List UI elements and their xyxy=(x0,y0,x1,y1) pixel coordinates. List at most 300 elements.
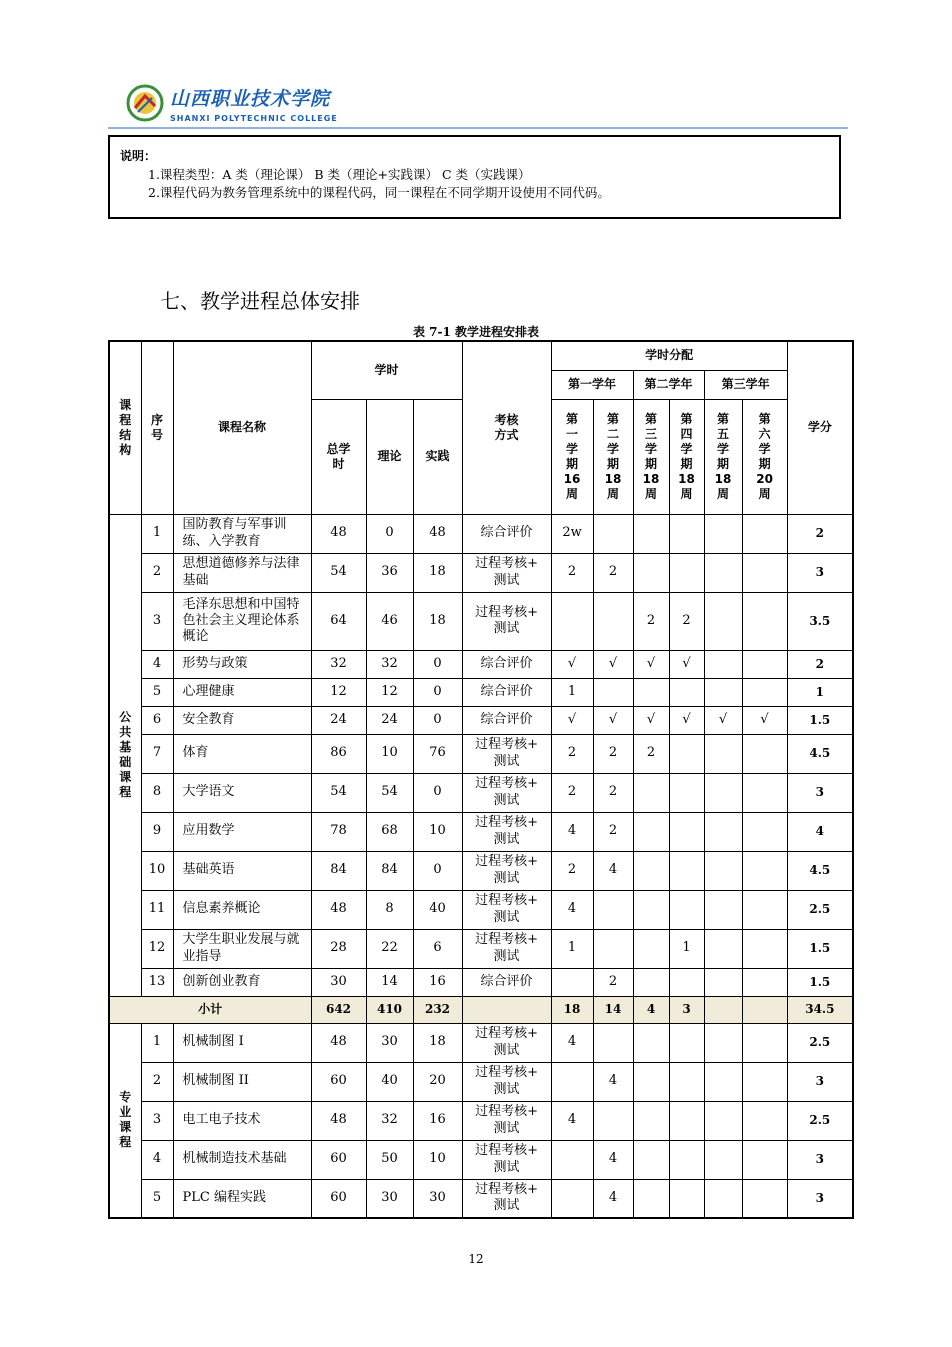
cell-practice: 6 xyxy=(413,929,462,968)
cell-s3: √ xyxy=(633,650,669,678)
cell-s6 xyxy=(742,1140,787,1179)
exam-method: 过程考核+ 测试 xyxy=(475,1182,538,1214)
cell-s4 xyxy=(669,773,704,812)
cell-s3 xyxy=(633,553,669,592)
cell-s6 xyxy=(742,890,787,929)
cell-theory: 14 xyxy=(366,968,413,996)
cell-s6 xyxy=(742,1062,787,1101)
cell-seq: 5 xyxy=(141,678,173,706)
cell-s4 xyxy=(669,890,704,929)
cell-practice: 10 xyxy=(413,812,462,851)
cell-practice: 0 xyxy=(413,678,462,706)
cell-credit: 2 xyxy=(787,650,853,678)
exam-method: 过程考核+ 测试 xyxy=(475,1143,538,1175)
table-row xyxy=(109,553,853,592)
cell-theory: 410 xyxy=(366,996,413,1023)
cell-s5 xyxy=(704,592,742,650)
cell-s4 xyxy=(669,553,704,592)
cell-practice: 48 xyxy=(413,514,462,553)
table-row xyxy=(109,734,853,773)
cell-s6 xyxy=(742,514,787,553)
cell-s4 xyxy=(669,514,704,553)
cell-total: 84 xyxy=(311,851,366,890)
cell-s4 xyxy=(669,812,704,851)
cell-s2 xyxy=(593,1023,633,1062)
cell-s2: 2 xyxy=(593,553,633,592)
cell-s2 xyxy=(593,890,633,929)
exam-method: 过程考核+ 测试 xyxy=(475,1026,538,1058)
cell-exam: 综合评价 xyxy=(462,650,551,678)
cell-s2: 2 xyxy=(593,734,633,773)
cell-seq: 3 xyxy=(141,1101,173,1140)
cell-exam xyxy=(462,592,551,650)
cell-theory: 0 xyxy=(366,514,413,553)
table-row xyxy=(109,1023,853,1062)
cell-s5 xyxy=(704,1023,742,1062)
cell-seq: 11 xyxy=(141,890,173,929)
cell-s2 xyxy=(593,678,633,706)
cell-s6 xyxy=(742,734,787,773)
cell-s1 xyxy=(551,1140,593,1179)
table-row xyxy=(109,851,853,890)
note-title: 说明： xyxy=(120,149,157,163)
cell-practice: 18 xyxy=(413,553,462,592)
header-sem3: 第 三 学 期 18 周 xyxy=(633,399,669,514)
cell-theory: 36 xyxy=(366,553,413,592)
cell-course-name: 大学语文 xyxy=(173,773,311,812)
cell-total: 24 xyxy=(311,706,366,734)
cell-course-name: 机械制图 I xyxy=(173,1023,311,1062)
college-name-cn: 山西职业技术学院 xyxy=(170,88,331,110)
cell-seq: 3 xyxy=(141,592,173,650)
cell-s2: 2 xyxy=(593,968,633,996)
cell-credit: 3 xyxy=(787,1179,853,1218)
cell-theory: 68 xyxy=(366,812,413,851)
cell-s2 xyxy=(593,929,633,968)
cell-seq: 2 xyxy=(141,553,173,592)
table-row xyxy=(109,890,853,929)
cell-total: 60 xyxy=(311,1062,366,1101)
cell-course-name: 信息素养概论 xyxy=(173,890,311,929)
cell-s5 xyxy=(704,812,742,851)
subtotal-row xyxy=(109,996,853,1023)
cell-s6 xyxy=(742,773,787,812)
cell-s6 xyxy=(742,1179,787,1218)
cell-credit: 3 xyxy=(787,1062,853,1101)
cell-s6 xyxy=(742,592,787,650)
header-name: 课程名称 xyxy=(173,341,311,514)
cell-exam xyxy=(462,929,551,968)
header-sem5: 第 五 学 期 18 周 xyxy=(704,399,742,514)
cell-s1: 4 xyxy=(551,812,593,851)
cell-s6 xyxy=(742,650,787,678)
cell-practice: 0 xyxy=(413,650,462,678)
table-row xyxy=(109,650,853,678)
exam-method: 过程考核+ 测试 xyxy=(475,1104,538,1136)
cell-exam xyxy=(462,1101,551,1140)
cell-s3: 2 xyxy=(633,734,669,773)
note-line: 2.课程代码为教务管理系统中的课程代码，同一课程在不同学期开设使用不同代码。 xyxy=(148,185,610,200)
cell-s5 xyxy=(704,851,742,890)
cell-practice: 20 xyxy=(413,1062,462,1101)
header-total: 总学 时 xyxy=(311,399,366,514)
exam-method: 过程考核+ 测试 xyxy=(475,893,538,925)
cell-s2: 4 xyxy=(593,1179,633,1218)
cell-course-name: 安全教育 xyxy=(173,706,311,734)
cell-credit: 4 xyxy=(787,812,853,851)
cell-credit: 3 xyxy=(787,1140,853,1179)
cell-s6 xyxy=(742,1023,787,1062)
cell-total: 60 xyxy=(311,1179,366,1218)
cell-total: 48 xyxy=(311,514,366,553)
table-row xyxy=(109,592,853,650)
table-row xyxy=(109,1179,853,1218)
header-exam: 考核 方式 xyxy=(462,341,551,514)
cell-credit: 4.5 xyxy=(787,734,853,773)
cell-s5 xyxy=(704,968,742,996)
cell-exam xyxy=(462,553,551,592)
cell-s5 xyxy=(704,1062,742,1101)
cell-exam: 综合评价 xyxy=(462,706,551,734)
header-credit: 学分 xyxy=(787,341,853,514)
cell-exam xyxy=(462,773,551,812)
cell-course-name: 思想道德修养与法律基础 xyxy=(173,553,311,592)
cell-s2: √ xyxy=(593,706,633,734)
cell-s2: 4 xyxy=(593,851,633,890)
cell-s5 xyxy=(704,929,742,968)
cell-course-name: 电工电子技术 xyxy=(173,1101,311,1140)
cell-seq: 1 xyxy=(141,1023,173,1062)
cell-s3 xyxy=(633,1101,669,1140)
cell-seq: 7 xyxy=(141,734,173,773)
cell-practice: 0 xyxy=(413,706,462,734)
cell-s6 xyxy=(742,812,787,851)
cell-s4: 3 xyxy=(669,996,704,1023)
cell-total: 54 xyxy=(311,553,366,592)
cell-total: 64 xyxy=(311,592,366,650)
cell-s4 xyxy=(669,1140,704,1179)
note-line: 1.课程类型：A 类（理论课） B 类（理论+实践课） C 类（实践课） xyxy=(148,167,531,182)
cell-s5 xyxy=(704,1140,742,1179)
cell-credit: 2.5 xyxy=(787,1101,853,1140)
cell-practice: 0 xyxy=(413,773,462,812)
group-label-public: 公 共 基 础 课 程 xyxy=(109,514,141,996)
cell-seq: 4 xyxy=(141,650,173,678)
cell-s3 xyxy=(633,929,669,968)
college-logo-icon xyxy=(126,84,164,122)
cell-course-name: 机械制图 II xyxy=(173,1062,311,1101)
cell-s3: 2 xyxy=(633,592,669,650)
cell-s4: √ xyxy=(669,706,704,734)
cell-course-name: 机械制造技术基础 xyxy=(173,1140,311,1179)
cell-total: 48 xyxy=(311,1023,366,1062)
cell-s2: 14 xyxy=(593,996,633,1023)
cell-s5 xyxy=(704,773,742,812)
cell-s3 xyxy=(633,678,669,706)
cell-total: 60 xyxy=(311,1140,366,1179)
cell-s4 xyxy=(669,968,704,996)
cell-exam xyxy=(462,1062,551,1101)
header-theory: 理论 xyxy=(366,399,413,514)
cell-total: 54 xyxy=(311,773,366,812)
cell-s3 xyxy=(633,851,669,890)
cell-s4: 2 xyxy=(669,592,704,650)
cell-exam: 综合评价 xyxy=(462,678,551,706)
cell-total: 32 xyxy=(311,650,366,678)
table-row xyxy=(109,1140,853,1179)
cell-s1: 4 xyxy=(551,890,593,929)
cell-s3 xyxy=(633,773,669,812)
cell-credit: 2.5 xyxy=(787,890,853,929)
exam-method: 过程考核+ 测试 xyxy=(475,815,538,847)
cell-exam xyxy=(462,890,551,929)
section-title: 七、教学进程总体安排 xyxy=(160,289,360,313)
table-header xyxy=(109,341,853,514)
cell-s5 xyxy=(704,1179,742,1218)
cell-s6 xyxy=(742,553,787,592)
cell-seq: 12 xyxy=(141,929,173,968)
exam-method: 过程考核+ 测试 xyxy=(475,556,538,588)
cell-exam xyxy=(462,851,551,890)
cell-s5 xyxy=(704,890,742,929)
cell-course-name: 体育 xyxy=(173,734,311,773)
exam-method: 过程考核+ 测试 xyxy=(475,1065,538,1097)
cell-s3 xyxy=(633,1023,669,1062)
cell-practice: 30 xyxy=(413,1179,462,1218)
cell-total: 48 xyxy=(311,890,366,929)
cell-s4 xyxy=(669,1062,704,1101)
cell-exam xyxy=(462,1023,551,1062)
cell-practice: 0 xyxy=(413,851,462,890)
cell-seq: 8 xyxy=(141,773,173,812)
cell-s4 xyxy=(669,1101,704,1140)
header-practice: 实践 xyxy=(413,399,462,514)
cell-s4: √ xyxy=(669,650,704,678)
exam-method: 过程考核+ 测试 xyxy=(475,854,538,886)
cell-s2: 4 xyxy=(593,1062,633,1101)
cell-theory: 54 xyxy=(366,773,413,812)
cell-seq: 2 xyxy=(141,1062,173,1101)
cell-exam xyxy=(462,996,551,1023)
cell-credit: 2 xyxy=(787,514,853,553)
cell-course-name: 基础英语 xyxy=(173,851,311,890)
cell-s6: √ xyxy=(742,706,787,734)
header-divider xyxy=(108,127,848,129)
cell-course-name: PLC 编程实践 xyxy=(173,1179,311,1218)
cell-course-name: 国防教育与军事训练、入学教育 xyxy=(173,514,311,553)
cell-s5 xyxy=(704,996,742,1023)
table-row xyxy=(109,968,853,996)
cell-seq: 4 xyxy=(141,1140,173,1179)
cell-s1: 2 xyxy=(551,553,593,592)
cell-s1 xyxy=(551,968,593,996)
cell-total: 30 xyxy=(311,968,366,996)
cell-s3 xyxy=(633,1140,669,1179)
cell-practice: 76 xyxy=(413,734,462,773)
header-sem1: 第 一 学 期 16 周 xyxy=(551,399,593,514)
cell-credit: 34.5 xyxy=(787,996,853,1023)
cell-practice: 232 xyxy=(413,996,462,1023)
cell-s1 xyxy=(551,1179,593,1218)
group-label-major: 专 业 课 程 xyxy=(109,1023,141,1218)
cell-theory: 50 xyxy=(366,1140,413,1179)
cell-s5 xyxy=(704,514,742,553)
header-sem2: 第 二 学 期 18 周 xyxy=(593,399,633,514)
note-box xyxy=(108,135,841,219)
cell-seq: 5 xyxy=(141,1179,173,1218)
cell-credit: 1.5 xyxy=(787,929,853,968)
cell-exam xyxy=(462,1179,551,1218)
cell-exam xyxy=(462,1140,551,1179)
cell-s3 xyxy=(633,890,669,929)
cell-s6 xyxy=(742,1101,787,1140)
cell-s2 xyxy=(593,1101,633,1140)
cell-s1 xyxy=(551,1062,593,1101)
cell-exam xyxy=(462,734,551,773)
cell-s5: √ xyxy=(704,706,742,734)
cell-s1: 1 xyxy=(551,678,593,706)
header-seq: 序 号 xyxy=(141,341,173,514)
cell-s6 xyxy=(742,968,787,996)
cell-theory: 12 xyxy=(366,678,413,706)
header-year1: 第一学年 xyxy=(551,370,633,399)
cell-course-name: 形势与政策 xyxy=(173,650,311,678)
cell-s1: 4 xyxy=(551,1101,593,1140)
cell-s2 xyxy=(593,592,633,650)
header-allocation: 学时分配 xyxy=(551,341,787,370)
cell-credit: 4.5 xyxy=(787,851,853,890)
cell-seq: 9 xyxy=(141,812,173,851)
cell-theory: 22 xyxy=(366,929,413,968)
cell-theory: 40 xyxy=(366,1062,413,1101)
exam-method: 过程考核+ 测试 xyxy=(475,932,538,964)
cell-s6 xyxy=(742,851,787,890)
cell-total: 78 xyxy=(311,812,366,851)
college-name-en: SHANXI POLYTECHNIC COLLEGE xyxy=(170,114,338,123)
cell-s3 xyxy=(633,514,669,553)
cell-s2: √ xyxy=(593,650,633,678)
cell-s1: √ xyxy=(551,650,593,678)
table-row xyxy=(109,514,853,553)
cell-practice: 10 xyxy=(413,1140,462,1179)
cell-seq: 6 xyxy=(141,706,173,734)
cell-s6 xyxy=(742,929,787,968)
page-header xyxy=(120,82,850,132)
cell-credit: 2.5 xyxy=(787,1023,853,1062)
cell-seq: 10 xyxy=(141,851,173,890)
cell-course-name: 毛泽东思想和中国特色社会主义理论体系概论 xyxy=(173,592,311,650)
page-number: 12 xyxy=(468,1252,484,1266)
cell-s2: 4 xyxy=(593,1140,633,1179)
cell-course-name: 心理健康 xyxy=(173,678,311,706)
cell-exam xyxy=(462,812,551,851)
cell-credit: 3 xyxy=(787,773,853,812)
header-sem6: 第 六 学 期 20 周 xyxy=(742,399,787,514)
cell-exam: 综合评价 xyxy=(462,514,551,553)
cell-s5 xyxy=(704,678,742,706)
cell-s4 xyxy=(669,734,704,773)
cell-s3 xyxy=(633,1179,669,1218)
cell-total: 28 xyxy=(311,929,366,968)
cell-s1: √ xyxy=(551,706,593,734)
cell-theory: 8 xyxy=(366,890,413,929)
cell-credit: 1.5 xyxy=(787,706,853,734)
cell-s1: 2w xyxy=(551,514,593,553)
cell-practice: 40 xyxy=(413,890,462,929)
cell-credit: 3.5 xyxy=(787,592,853,650)
cell-theory: 30 xyxy=(366,1179,413,1218)
cell-exam: 综合评价 xyxy=(462,968,551,996)
cell-total: 642 xyxy=(311,996,366,1023)
header-sem4: 第 四 学 期 18 周 xyxy=(669,399,704,514)
header-hours: 学时 xyxy=(311,341,462,399)
cell-s5 xyxy=(704,734,742,773)
cell-s1: 18 xyxy=(551,996,593,1023)
table-row xyxy=(109,812,853,851)
cell-course-name: 应用数学 xyxy=(173,812,311,851)
cell-s5 xyxy=(704,650,742,678)
cell-s3 xyxy=(633,1062,669,1101)
header-year3: 第三学年 xyxy=(704,370,787,399)
cell-seq: 1 xyxy=(141,514,173,553)
cell-credit: 1.5 xyxy=(787,968,853,996)
cell-s1: 2 xyxy=(551,734,593,773)
cell-s4 xyxy=(669,1023,704,1062)
cell-theory: 30 xyxy=(366,1023,413,1062)
header-year2: 第二学年 xyxy=(633,370,704,399)
cell-credit: 3 xyxy=(787,553,853,592)
cell-theory: 10 xyxy=(366,734,413,773)
cell-theory: 46 xyxy=(366,592,413,650)
cell-theory: 32 xyxy=(366,1101,413,1140)
cell-s1: 2 xyxy=(551,851,593,890)
table-row xyxy=(109,1062,853,1101)
exam-method: 过程考核+ 测试 xyxy=(475,776,538,808)
cell-s1: 1 xyxy=(551,929,593,968)
table-body xyxy=(109,514,853,1218)
cell-total: 48 xyxy=(311,1101,366,1140)
cell-s3 xyxy=(633,968,669,996)
cell-s4: 1 xyxy=(669,929,704,968)
cell-s1: 4 xyxy=(551,1023,593,1062)
cell-theory: 84 xyxy=(366,851,413,890)
cell-s2 xyxy=(593,514,633,553)
cell-practice: 16 xyxy=(413,1101,462,1140)
exam-method: 过程考核+ 测试 xyxy=(475,737,538,769)
table-row xyxy=(109,929,853,968)
cell-s3: √ xyxy=(633,706,669,734)
schedule-table xyxy=(108,340,854,1219)
cell-practice: 16 xyxy=(413,968,462,996)
table-row xyxy=(109,678,853,706)
cell-theory: 24 xyxy=(366,706,413,734)
cell-s3: 4 xyxy=(633,996,669,1023)
cell-total: 12 xyxy=(311,678,366,706)
header-structure: 课 程 结 构 xyxy=(109,341,141,514)
cell-course-name: 创新创业教育 xyxy=(173,968,311,996)
cell-s3 xyxy=(633,812,669,851)
cell-s5 xyxy=(704,1101,742,1140)
cell-s2: 2 xyxy=(593,812,633,851)
table-row xyxy=(109,773,853,812)
subtotal-label: 小计 xyxy=(109,996,311,1023)
cell-s4 xyxy=(669,678,704,706)
cell-s6 xyxy=(742,678,787,706)
cell-s1 xyxy=(551,592,593,650)
cell-s5 xyxy=(704,553,742,592)
table-caption: 表 7-1 教学进程安排表 xyxy=(412,325,540,339)
table-row xyxy=(109,1101,853,1140)
